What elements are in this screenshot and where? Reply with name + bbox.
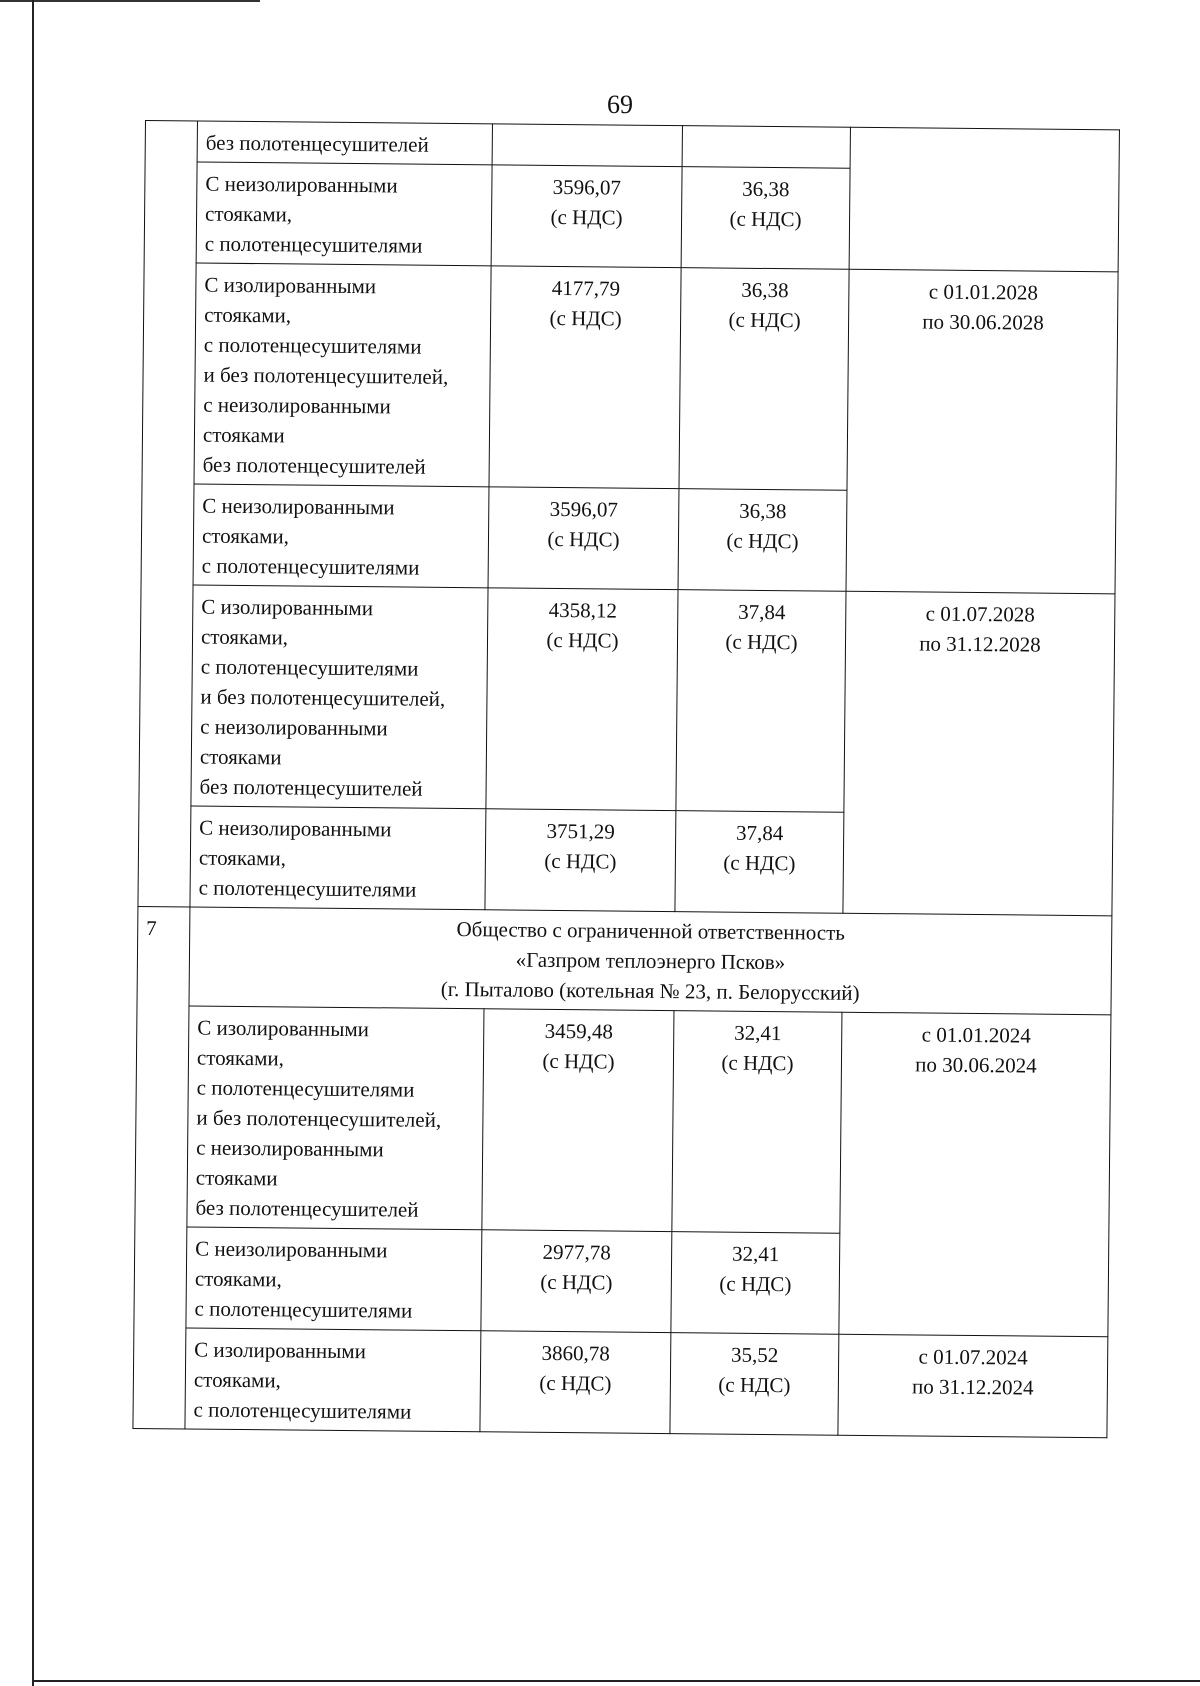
table-row [135, 1005, 1111, 1235]
organization-cell: Общество с ограниченной ответственность «Газпром теплоэнерго Псков» (г. Пыталово (котельная № 23, п. Белорусский) [189, 907, 1112, 1015]
table-row [142, 262, 1118, 492]
page-top-edge [0, 0, 260, 2]
table-row [139, 584, 1115, 814]
price-cell [492, 124, 682, 167]
tariff-table [132, 120, 1120, 1438]
description-cell: С неизолированными стояками, с полотенцесушителями [186, 1227, 482, 1331]
price-cell: 3459,48 (с НДС) [482, 1009, 674, 1232]
table-row [133, 1327, 1108, 1437]
period-cell: с 01.01.2028 по 30.06.2028 [846, 269, 1118, 594]
page-bottom-edge [32, 1680, 1200, 1682]
description-cell: С изолированными стояками, с полотенцесушителями и без полотенцесушителей, с неизолированными стояками без полотенцесушителей [187, 1006, 484, 1230]
price-cell: 4177,79 (с НДС) [489, 266, 681, 489]
description-cell: С изолированными стояками, с полотенцесушителями [185, 1328, 481, 1432]
description-cell: без полотенцесушителей [197, 121, 492, 165]
period-cell: с 01.01.2024 по 30.06.2024 [839, 1012, 1111, 1337]
rate-cell: 35,52 (с НДС) [670, 1333, 839, 1436]
page-left-edge [32, 0, 34, 1686]
price-cell: 3751,29 (с НДС) [485, 809, 676, 912]
description-cell: С неизолированными стояками, с полотенцесушителями [196, 162, 492, 266]
rate-cell [682, 126, 850, 169]
description-cell: С изолированными стояками, с полотенцесушителями и без полотенцесушителей, с неизолированными стояками без полотенцесушителей [191, 585, 488, 809]
rate-cell: 36,38 (с НДС) [678, 489, 847, 592]
description-cell: С неизолированными стояками, с полотенцесушителями [193, 484, 489, 588]
period-cell: с 01.07.2024 по 31.12.2024 [838, 1334, 1108, 1438]
rate-cell: 36,38 (с НДС) [679, 268, 849, 491]
rate-cell: 36,38 (с НДС) [681, 167, 850, 270]
rate-cell: 37,84 (с НДС) [675, 811, 844, 914]
price-cell: 4358,12 (с НДС) [486, 588, 678, 811]
row-number-cell [138, 121, 198, 907]
price-cell: 3596,07 (с НДС) [488, 487, 679, 590]
price-cell: 3596,07 (с НДС) [491, 165, 682, 268]
description-cell: С неизолированными стояками, с полотенцесушителями [190, 806, 486, 910]
table-row-organization [137, 906, 1112, 1014]
rate-cell: 37,84 (с НДС) [676, 590, 846, 813]
page-number: 69 [607, 90, 633, 119]
description-cell: С изолированными стояками, с полотенцесушителями и без полотенцесушителей, с неизолированными стояками без полотенцесушителей [194, 263, 491, 487]
price-cell: 2977,78 (с НДС) [481, 1230, 672, 1333]
price-cell: 3860,78 (с НДС) [480, 1331, 671, 1434]
row-number-cell: 7 [133, 906, 190, 1428]
period-cell [849, 127, 1119, 272]
rate-cell: 32,41 (с НДС) [671, 1232, 840, 1335]
rate-cell: 32,41 (с НДС) [672, 1011, 842, 1234]
period-cell: с 01.07.2028 по 31.12.2028 [843, 591, 1115, 916]
